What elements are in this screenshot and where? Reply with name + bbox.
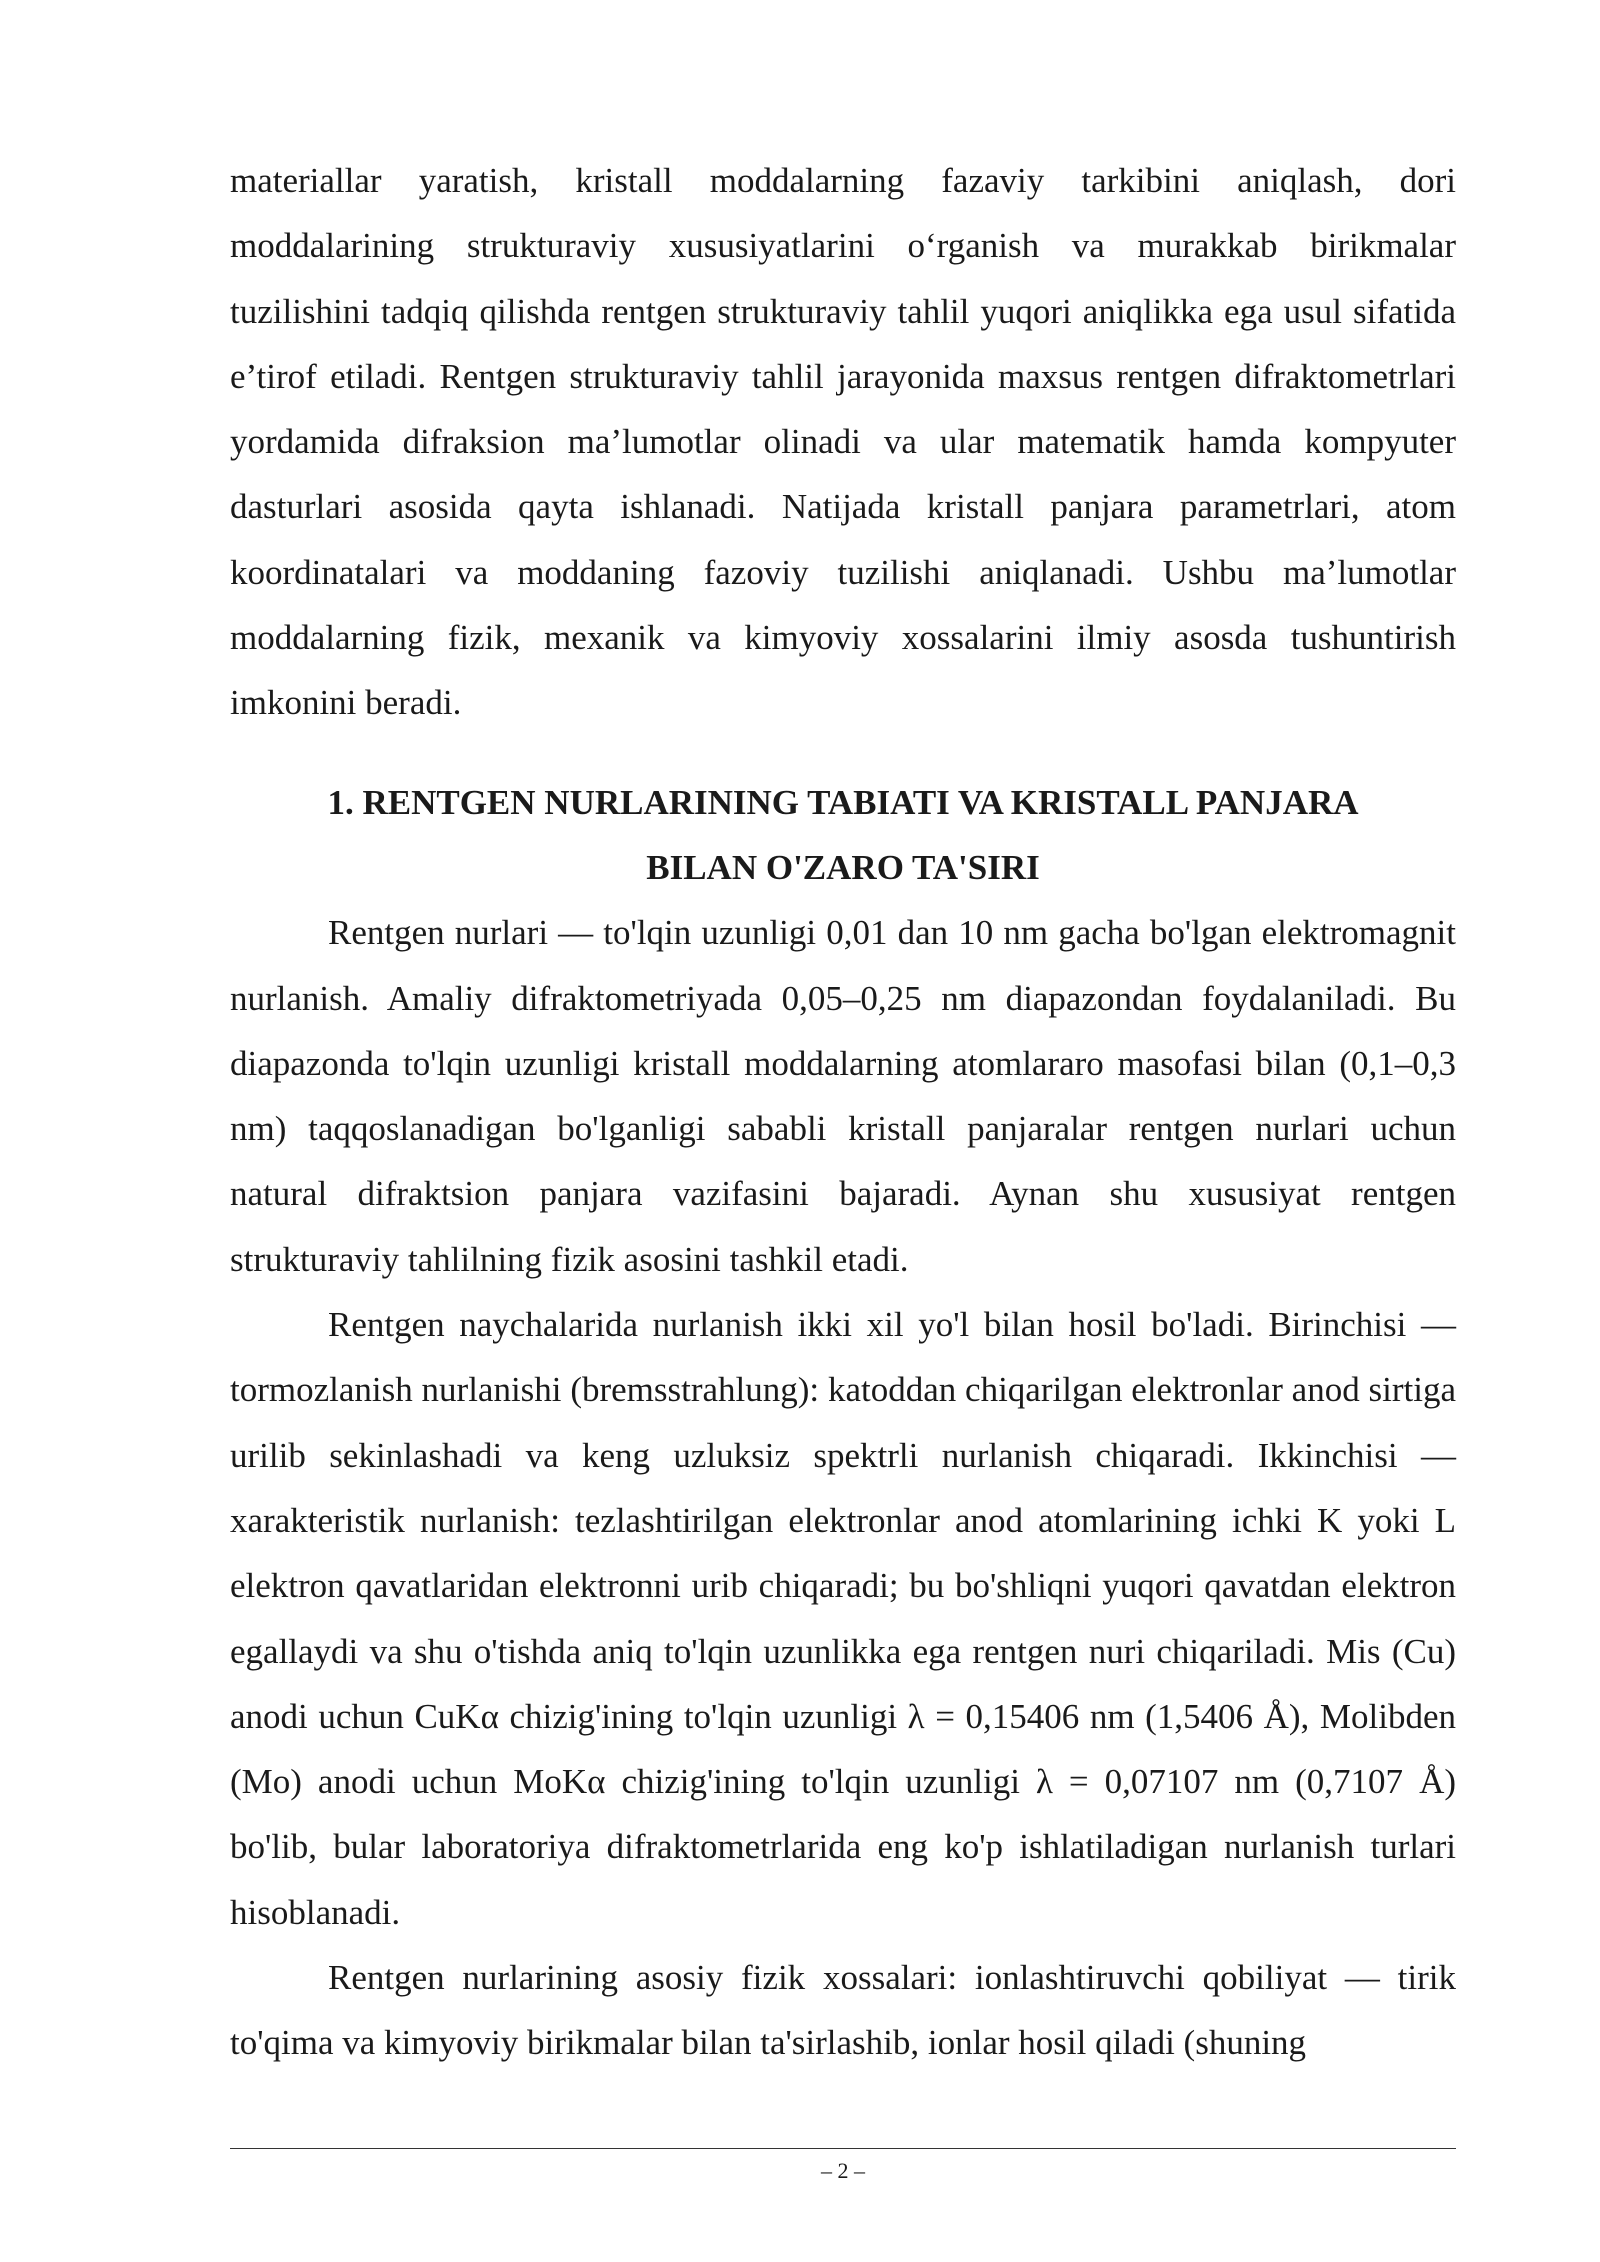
section-heading xyxy=(230,770,1456,901)
paragraph-1: Rentgen nurlari — to'lqin uzunligi 0,01 dan 10 nm gacha bo'lgan elektromagnit nurlanish. Amaliy difraktometriyada 0,05–0,25 nm diapazondan foydalaniladi. Bu diapazonda to'lqin uzunligi kristall moddalarning atomlararo masofasi bilan (0,1–0,3 nm) taqqoslanadigan bo'lganligi sababli kristall panjaralar rentgen nurlari uchun natural difraktsion panjara vazifasini bajaradi. Aynan shu xususiyat rentgen strukturaviy tahlilning fizik asosini tashkil etadi. xyxy=(230,913,1456,1279)
page-number: – 2 – xyxy=(821,2158,865,2183)
paragraph-3: Rentgen nurlarining asosiy fizik xossalari: ionlashtiruvchi qobiliyat — tirik to'qima va kimyoviy birikmalar bilan ta'sirlashib, ionlar hosil qiladi (shuning xyxy=(230,1958,1456,2063)
section-heading-line-2: BILAN O'ZARO TA'SIRI xyxy=(646,847,1040,887)
footer-divider xyxy=(230,2148,1456,2149)
document-page xyxy=(230,148,1456,2076)
paragraph-2: Rentgen naychalarida nurlanish ikki xil yo'l bilan hosil bo'ladi. Birinchisi — tormozlanish nurlanishi (bremsstrahlung): katoddan chiqarilgan elektronlar anod sirtiga urilib sekinlashadi va keng uzluksiz spektrli nurlanish chiqaradi. Ikkinchisi — xarakteristik nurlanish: tezlashtirilgan elektronlar anod atomlarining ichki K yoki L elektron qavatlaridan elektronni urib chiqaradi; bu bo'shliqni yuqori qavatdan elektron egallaydi va shu o'tishda aniq to'lqin uzunlikka ega rentgen nuri chiqariladi. Mis (Cu) anodi uchun CuKα chizig'ining to'lqin uzunligi λ = 0,15406 nm (1,5406 Å), Molibden (Mo) anodi uchun MoKα chizig'ining to'lqin uzunligi λ = 0,07107 nm (0,7107 Å) bo'lib, bular laboratoriya difraktometrlarida eng ko'p ishlatiladigan nurlanish turlari hisoblanadi. xyxy=(230,1305,1456,1932)
section-heading-line-1: 1. RENTGEN NURLARINING TABIATI VA KRISTALL PANJARA xyxy=(327,782,1359,822)
paragraph-intro: materiallar yaratish, kristall moddalarning fazaviy tarkibini aniqlash, dori moddalarining strukturaviy xususiyatlarini o‘rganish va murakkab birikmalar tuzilishini tadqiq qilishda rentgen strukturaviy tahlil yuqori aniqlikka ega usul sifatida e’tirof etiladi. Rentgen strukturaviy tahlil jarayonida maxsus rentgen difraktometrlari yordamida difraksion ma’lumotlar olinadi va ular matematik hamda kompyuter dasturlari asosida qayta ishlanadi. Natijada kristall panjara parametrlari, atom koordinatalari va moddaning fazoviy tuzilishi aniqlanadi. Ushbu ma’lumotlar moddalarning fizik, mexanik va kimyoviy xossalarini ilmiy asosda tushuntirish imkonini beradi. xyxy=(230,161,1456,723)
